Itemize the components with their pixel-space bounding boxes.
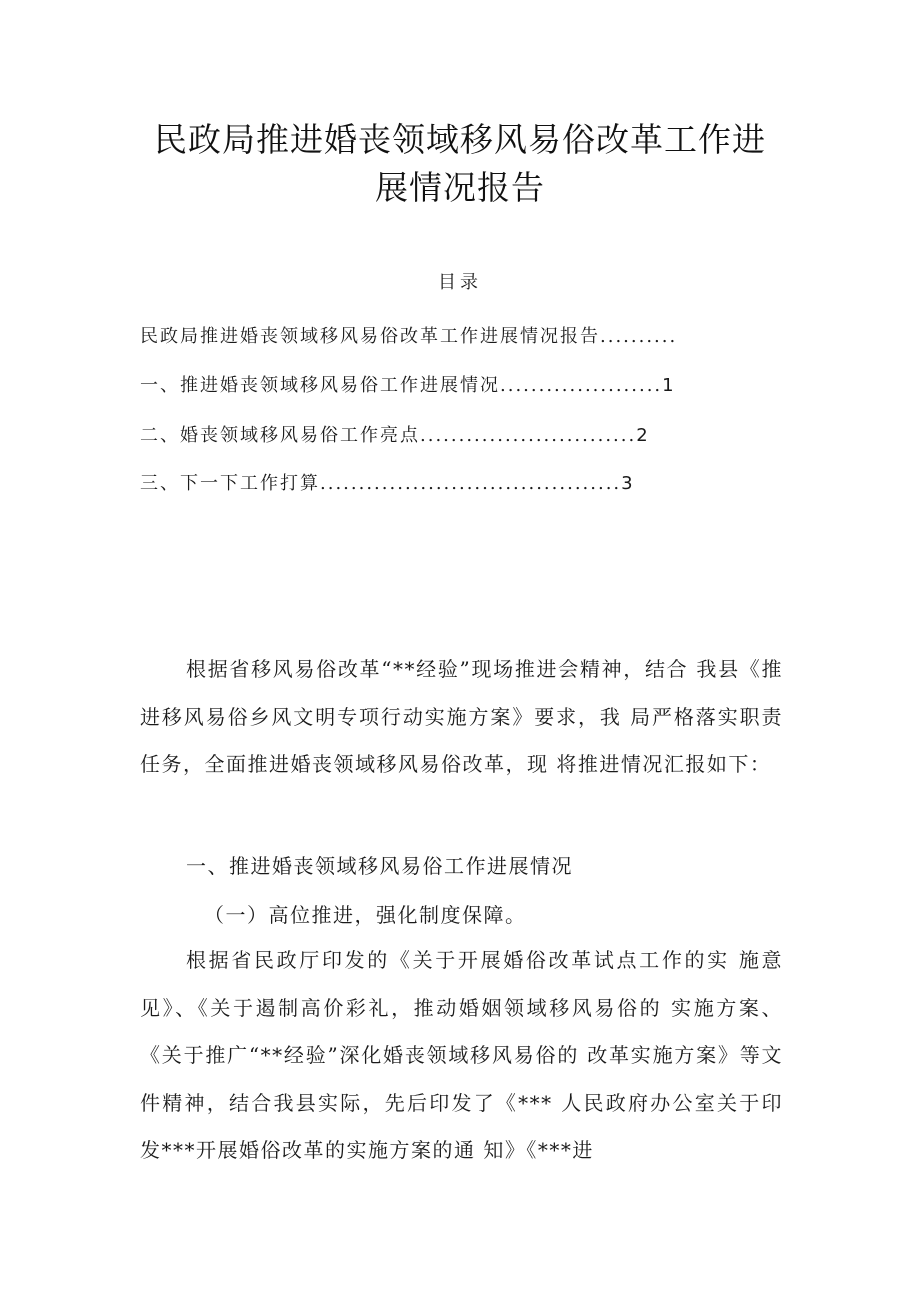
intro-paragraph: 根据省移风易俗改革“**经验”现场推进会精神，结合 我县《推进移风易俗乡风文明专项行动实施方案》要求，我 局严格落实职责任务，全面推进婚丧领域移风易俗改革，现 将推进情况汇报如下： — [140, 657, 783, 776]
toc-item-page: 1 — [662, 375, 674, 396]
subsection-heading: （一）高位推进，强化制度保障。 — [204, 903, 527, 927]
toc-item-label: 二、婚丧领域移风易俗工作亮点 — [140, 425, 420, 446]
document-title-line-1: 民政局推进婚丧领域移风易俗改革工作进 — [154, 120, 766, 159]
toc-item-leader: ..................... — [500, 375, 663, 396]
toc-item-label: 民政局推进婚丧领域移风易俗改革工作进展情况报告 — [140, 326, 600, 347]
toc-item-page: 2 — [636, 425, 648, 446]
toc-item[interactable] — [140, 371, 674, 397]
toc-item[interactable] — [140, 322, 677, 348]
toc-item-page: 3 — [621, 473, 633, 494]
toc-heading: 目录 — [438, 272, 482, 293]
toc-item-label: 三、下一下工作打算 — [140, 473, 320, 494]
toc-item[interactable] — [140, 469, 633, 495]
toc-item-label: 一、推进婚丧领域移风易俗工作进展情况 — [140, 375, 500, 396]
document-title-line-2: 展情况报告 — [375, 168, 545, 207]
body-paragraph: 根据省民政厅印发的《关于开展婚俗改革试点工作的实 施意见》、《关于遏制高价彩礼，推动婚姻领域移风易俗的 实施方案、《关于推广“**经验”深化婚丧领域移风易俗的 改革实施方案》等文件精神，结合我县实际，先后印发了《*** 人民政府办公室关于印发***开展婚俗改革的实施方案的通 知》《***进 — [140, 948, 783, 1162]
toc-item-leader: .......... — [600, 326, 678, 347]
toc-item-leader: ....................................... — [320, 473, 622, 494]
toc-item[interactable] — [140, 421, 648, 447]
toc-item-leader: ............................ — [420, 425, 637, 446]
section-heading: 一、推进婚丧领域移风易俗工作进展情况 — [186, 854, 573, 878]
